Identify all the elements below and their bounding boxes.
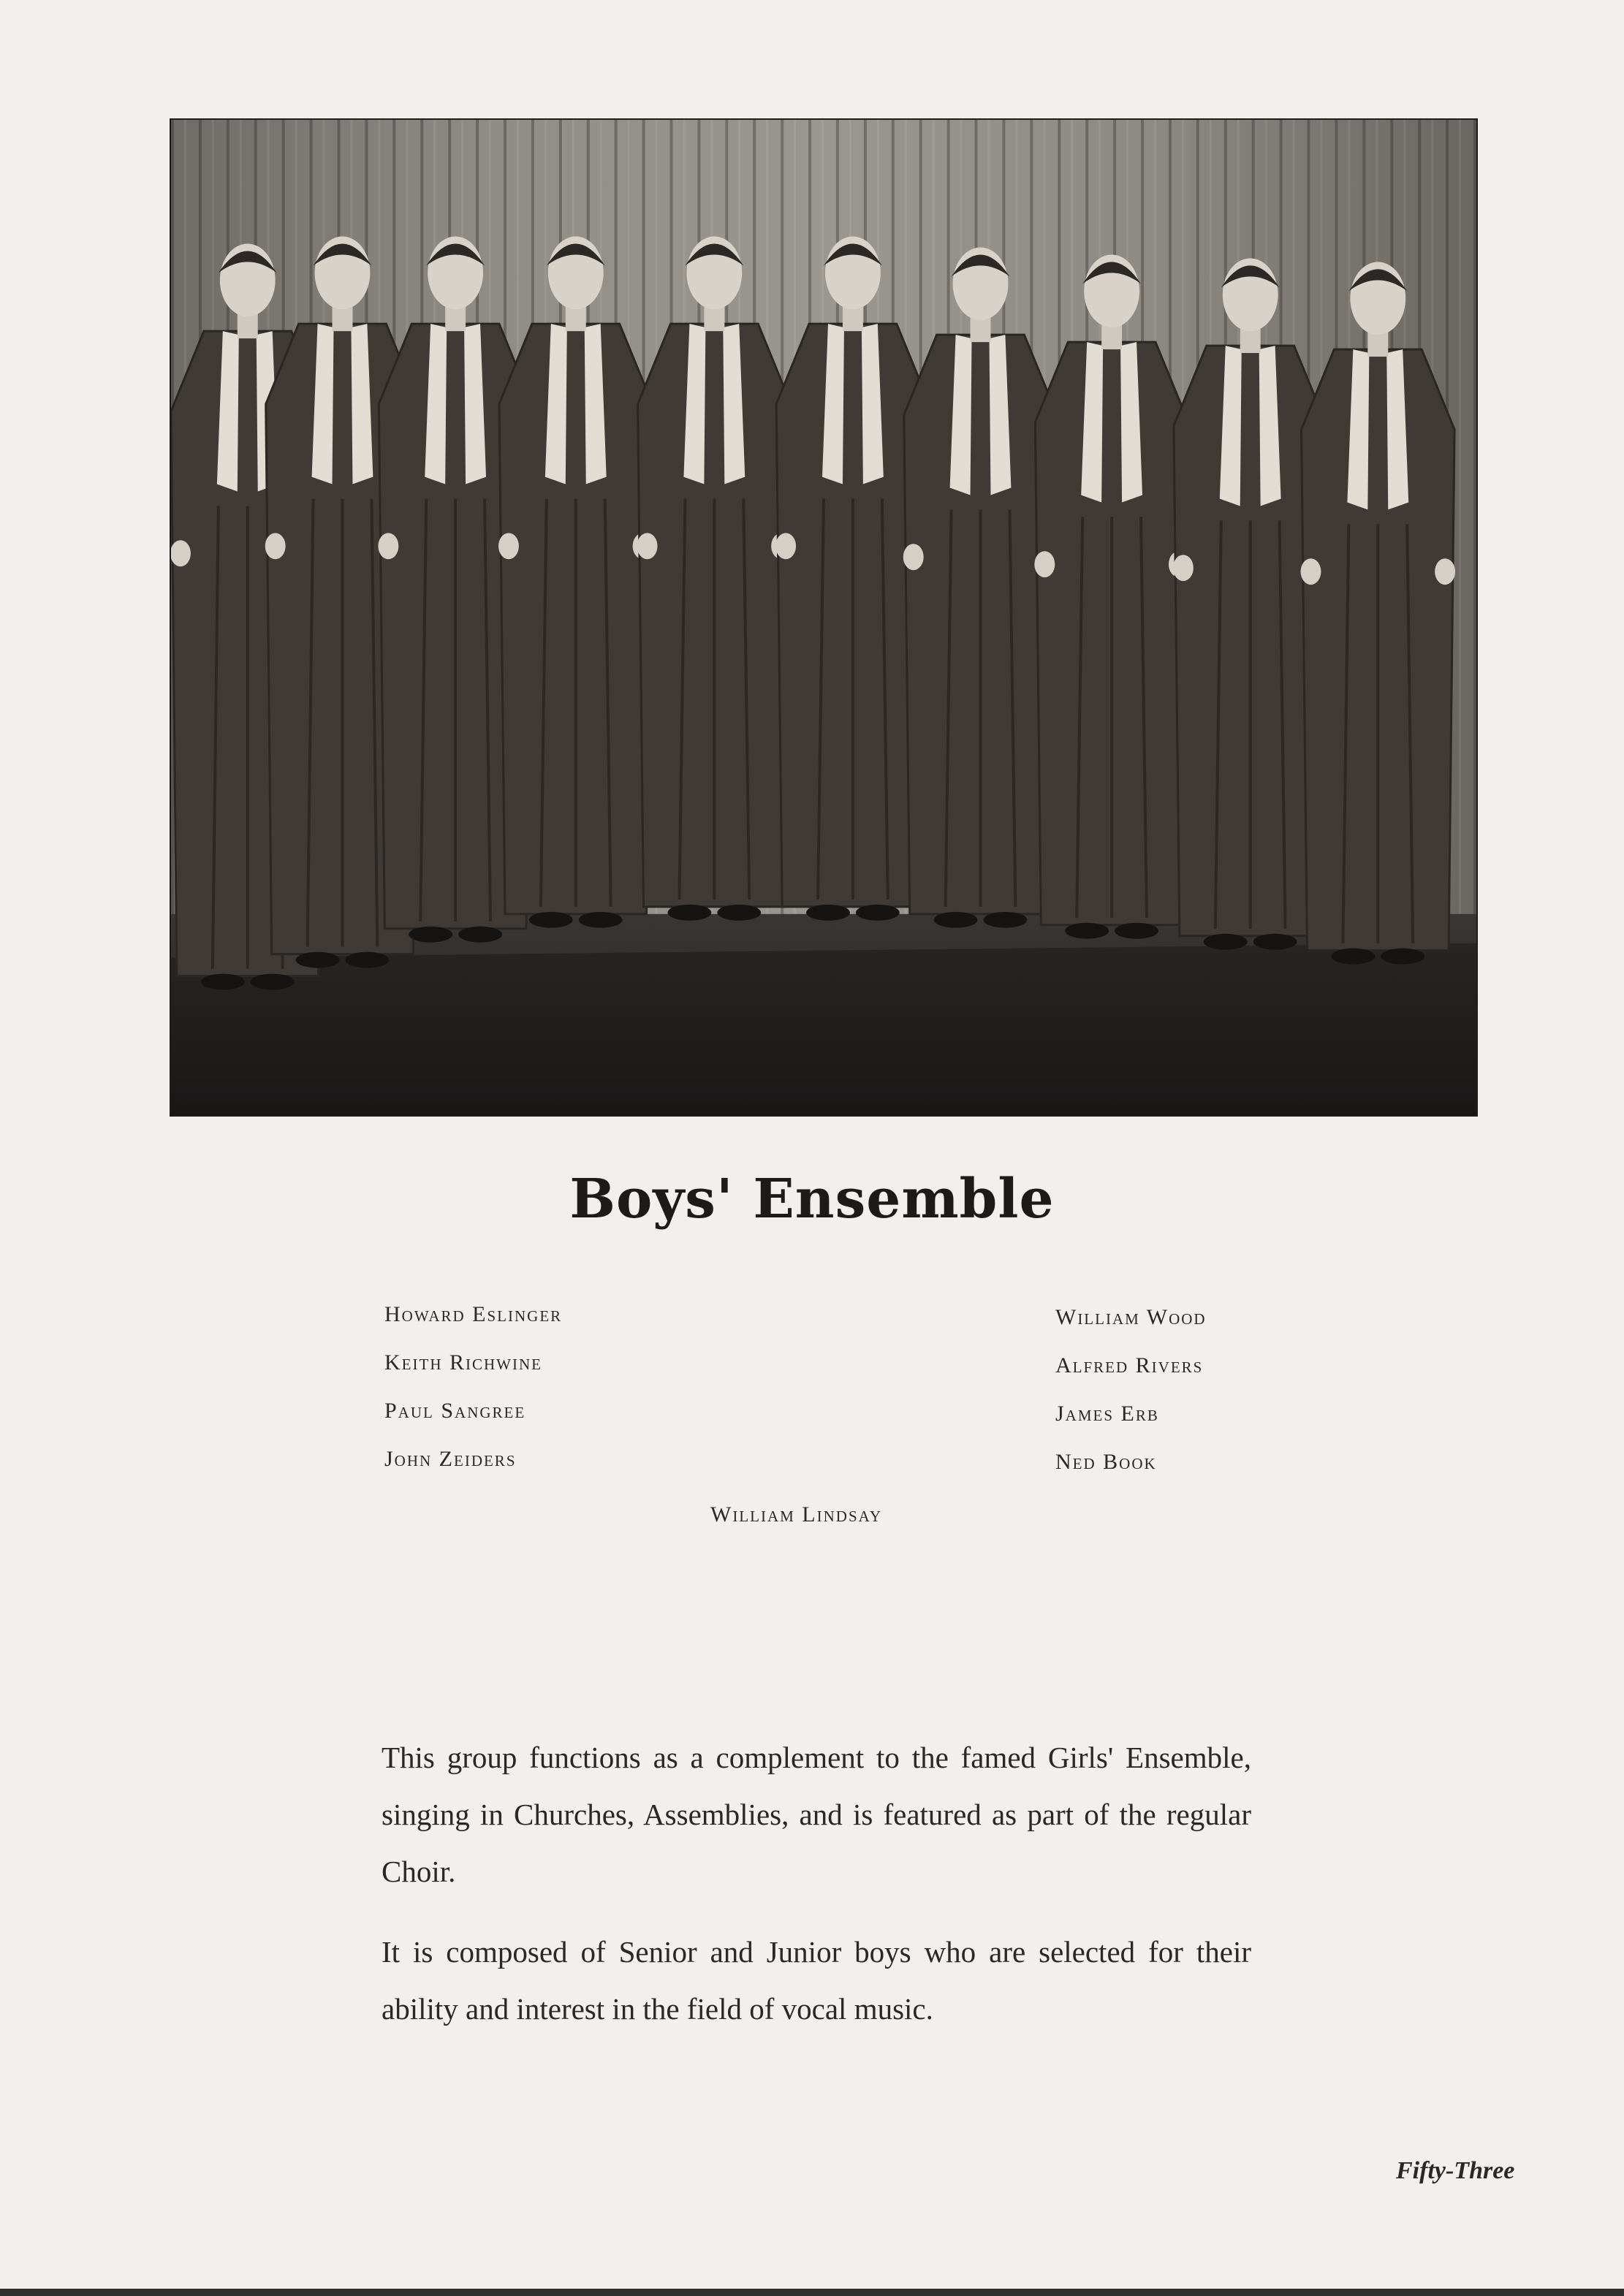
group-photo-image <box>171 120 1476 1115</box>
member-name: John Zeiders <box>384 1447 517 1471</box>
page-number: Fifty-Three <box>1396 2157 1515 2184</box>
group-photo <box>170 118 1478 1117</box>
member-name: Alfred Rivers <box>1055 1353 1204 1377</box>
member-name: James Erb <box>1055 1402 1159 1426</box>
description-paragraph: It is composed of Senior and Junior boys who are selected for their ability and interest in the field of vocal music. <box>382 1935 1251 2026</box>
page-edge <box>0 2289 1624 2296</box>
page-title: Boys' Ensemble <box>569 1168 1055 1231</box>
member-name: Keith Richwine <box>384 1350 542 1375</box>
member-name-center: William Lindsay <box>710 1502 883 1527</box>
member-name: Howard Eslinger <box>384 1302 563 1326</box>
member-name: William Wood <box>1055 1305 1207 1329</box>
description-paragraph: This group functions as a complement to the famed Girls' Ensemble, singing in Churches, Assemblies, and is featured as part of the regular Choir. <box>382 1741 1251 1888</box>
member-name: Ned Book <box>1055 1450 1157 1474</box>
ensemble-members <box>171 237 1455 990</box>
member-name: Paul Sangree <box>384 1399 526 1423</box>
